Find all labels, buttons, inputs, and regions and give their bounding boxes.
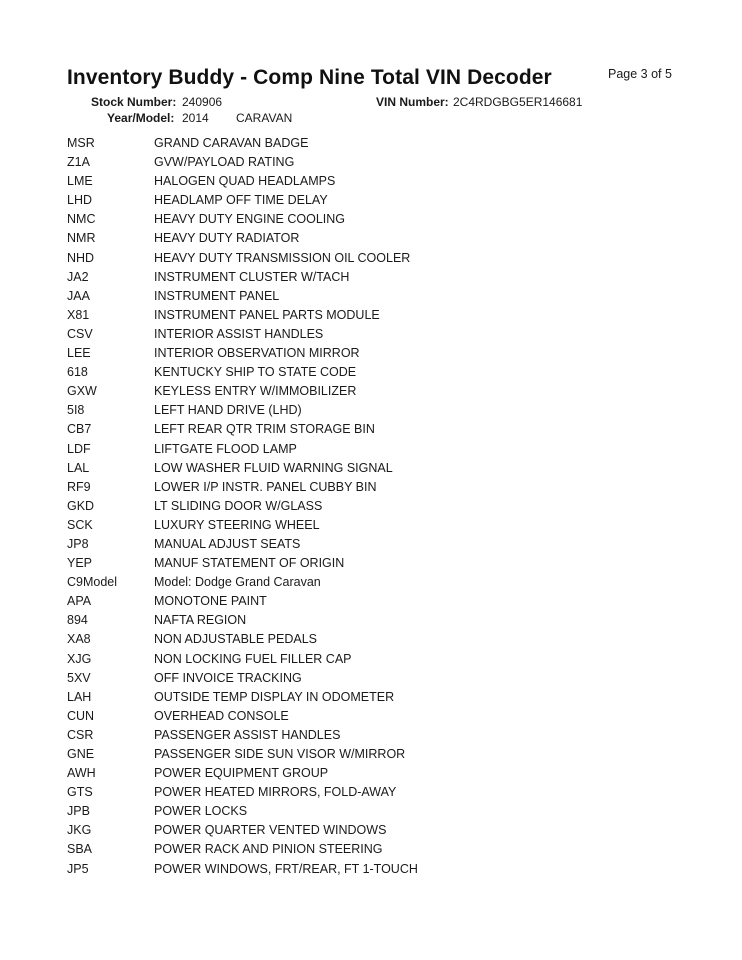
option-description: POWER RACK AND PINION STEERING [154,842,383,857]
option-code: SBA [67,842,93,857]
option-description: LUXURY STEERING WHEEL [154,517,320,532]
option-code: JPB [67,804,90,819]
document-title: Inventory Buddy - Comp Nine Total VIN Decoder [67,66,552,89]
option-code: JAA [67,288,90,303]
option-description: PASSENGER SIDE SUN VISOR W/MIRROR [154,747,406,761]
option-row [67,707,418,726]
option-description: HALOGEN QUAD HEADLAMPS [154,174,336,189]
option-description: OFF INVOICE TRACKING [154,670,302,685]
option-description: MANUAL ADJUST SEATS [154,536,301,551]
option-description: KENTUCKY SHIP TO STATE CODE [154,365,357,380]
option-row [67,287,418,306]
option-description: MANUF STATEMENT OF ORIGIN [154,556,345,571]
option-row [67,210,418,229]
option-row [67,573,418,592]
option-row [67,860,418,879]
option-description: LOW WASHER FLUID WARNING SIGNAL [154,460,393,475]
option-row [67,478,418,497]
option-description: LIFTGATE FLOOD LAMP [154,441,297,456]
option-row [67,249,418,268]
option-code: RF9 [67,479,91,494]
option-description: Model: Dodge Grand Caravan [154,575,321,590]
option-code: YEP [67,556,93,571]
option-code: LDF [67,441,91,456]
option-row [67,688,418,707]
year-value: 2014 [182,111,209,125]
option-row [67,325,418,344]
option-code: 5I8 [67,403,85,418]
option-code: APA [67,594,92,609]
option-row [67,840,418,859]
option-code: CSV [67,326,93,341]
option-code: JP5 [67,861,89,876]
option-code-list [67,134,418,879]
option-code: NMC [67,212,96,227]
option-description: HEADLAMP OFF TIME DELAY [154,193,328,208]
option-code: AWH [67,766,96,781]
option-code: NMR [67,231,96,246]
option-description: LT SLIDING DOOR W/GLASS [154,498,323,513]
option-row [67,153,418,172]
option-description: POWER WINDOWS, FRT/REAR, FT 1-TOUCH [154,861,418,876]
option-code: CB7 [67,422,92,437]
option-code: GNE [67,747,95,761]
option-code: 894 [67,613,88,628]
option-row [67,344,418,363]
option-code: GKD [67,498,95,513]
year-model-label: Year/Model: [107,111,175,125]
option-description: HEAVY DUTY RADIATOR [154,231,300,246]
option-row [67,516,418,535]
option-description: INTERIOR OBSERVATION MIRROR [154,346,360,361]
option-description: POWER EQUIPMENT GROUP [154,766,329,781]
option-code: JA2 [67,269,89,284]
option-description: INSTRUMENT PANEL [154,288,280,303]
option-row [67,554,418,573]
option-description: LEFT HAND DRIVE (LHD) [154,403,302,418]
option-code: X81 [67,307,90,322]
option-description: LEFT REAR QTR TRIM STORAGE BIN [154,422,375,437]
option-row [67,440,418,459]
option-row [67,306,418,325]
option-description: NON ADJUSTABLE PEDALS [154,632,318,647]
option-row [67,191,418,210]
vin-number-label: VIN Number: [376,95,449,109]
option-code: JP8 [67,536,89,551]
option-description: OVERHEAD CONSOLE [154,708,289,723]
option-code: CSR [67,727,94,742]
option-description: NAFTA REGION [154,613,247,628]
option-row [67,764,418,783]
option-code: CUN [67,708,95,723]
option-row [67,821,418,840]
option-row [67,630,418,649]
option-row [67,611,418,630]
option-description: INSTRUMENT CLUSTER W/TACH [154,269,350,284]
model-value: CARAVAN [236,111,293,125]
option-row [67,459,418,478]
option-code: LAH [67,689,92,704]
option-code: Z1A [67,155,90,170]
option-row [67,382,418,401]
option-code: SCK [67,517,93,532]
option-code: LAL [67,460,90,475]
option-row [67,268,418,287]
option-row [67,802,418,821]
option-description: MONOTONE PAINT [154,594,267,609]
option-code: LME [67,174,93,189]
option-row [67,363,418,382]
option-code: 5XV [67,670,91,685]
option-row [67,726,418,745]
option-row [67,134,418,153]
option-row [67,783,418,802]
option-description: OUTSIDE TEMP DISPLAY IN ODOMETER [154,689,395,704]
option-description: HEAVY DUTY TRANSMISSION OIL COOLER [154,250,411,265]
option-row [67,669,418,688]
stock-number-label: Stock Number: [91,95,177,109]
option-code: XA8 [67,632,91,647]
option-description: GRAND CARAVAN BADGE [154,136,309,150]
option-description: LOWER I/P INSTR. PANEL CUBBY BIN [154,479,377,494]
option-code: XJG [67,651,92,666]
option-code: MSR [67,136,95,150]
option-description: POWER LOCKS [154,804,248,819]
page-number: Page 3 of 5 [608,67,672,81]
option-description: POWER HEATED MIRRORS, FOLD-AWAY [154,785,397,800]
option-code: LHD [67,193,93,208]
option-description: KEYLESS ENTRY W/IMMOBILIZER [154,384,357,399]
option-description: POWER QUARTER VENTED WINDOWS [154,823,387,838]
option-description: HEAVY DUTY ENGINE COOLING [154,212,346,227]
stock-number-value: 240906 [182,95,223,109]
option-row [67,401,418,420]
option-description: GVW/PAYLOAD RATING [154,155,295,170]
option-code: 618 [67,365,88,380]
option-description: INTERIOR ASSIST HANDLES [154,326,324,341]
option-code: LEE [67,346,91,361]
option-row [67,745,418,764]
option-description: INSTRUMENT PANEL PARTS MODULE [154,307,380,322]
option-row [67,172,418,191]
option-code: NHD [67,250,95,265]
option-row [67,229,418,248]
option-row [67,592,418,611]
option-code: JKG [67,823,92,838]
option-code: C9Model [67,575,118,590]
option-code: GXW [67,384,97,399]
vin-number-value: 2C4RDGBG5ER146681 [453,95,583,109]
option-row [67,497,418,516]
option-description: PASSENGER ASSIST HANDLES [154,727,341,742]
option-description: NON LOCKING FUEL FILLER CAP [154,651,352,666]
option-row [67,650,418,669]
option-row [67,420,418,439]
option-row [67,535,418,554]
option-code: GTS [67,785,93,800]
